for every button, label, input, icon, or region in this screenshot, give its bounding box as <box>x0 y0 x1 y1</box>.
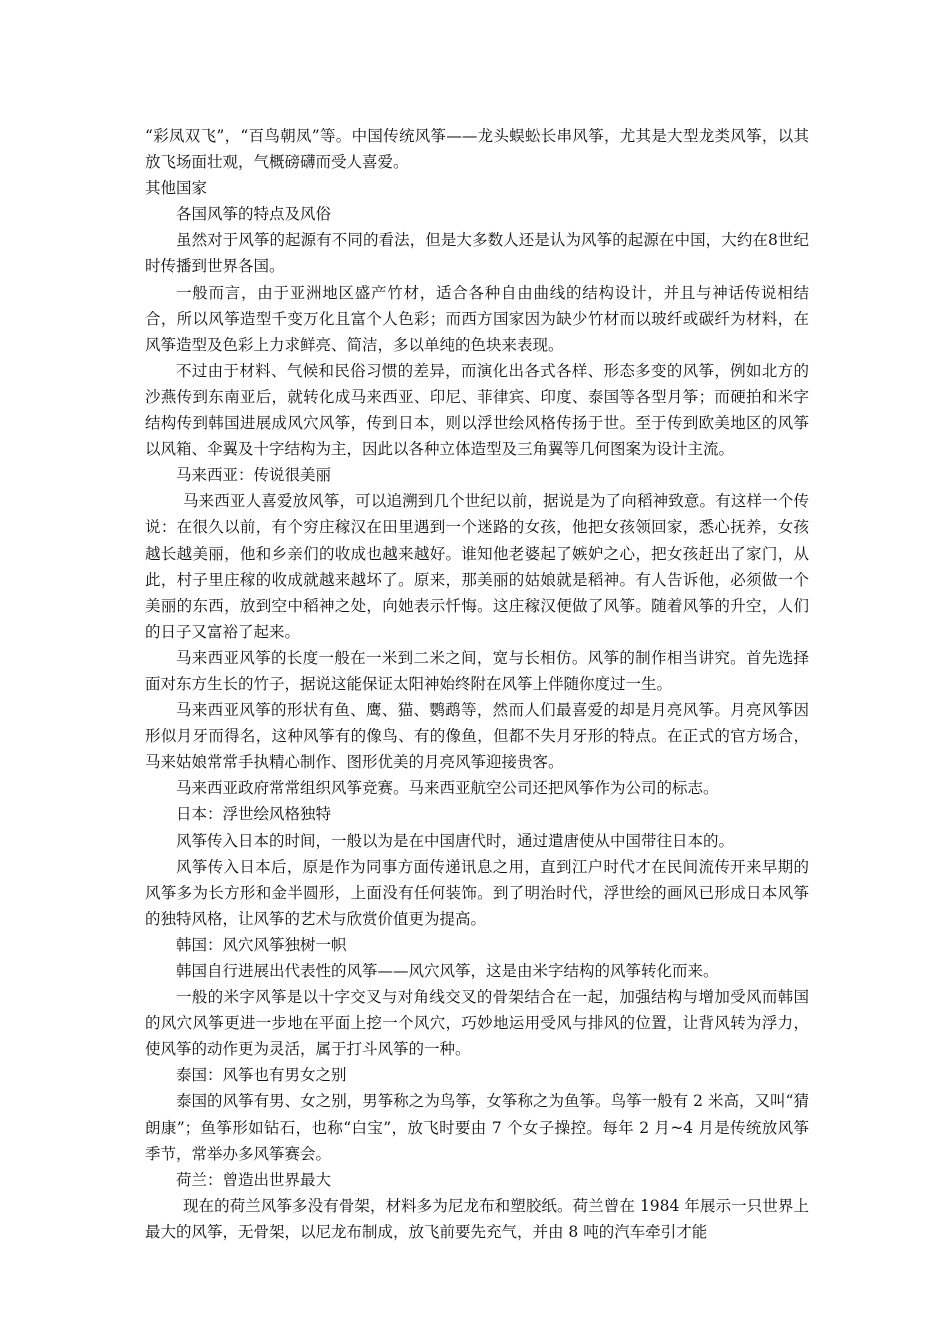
subheading-japan: 日本：浮世绘风格独特 <box>176 805 332 824</box>
subheading-netherlands: 荷兰：曾造出世界最大 <box>176 1170 332 1189</box>
subheading-thailand: 泰国：风筝也有男女之别 <box>176 1066 347 1085</box>
paragraph-malaysia-legend: 马来西亚人喜爱放风筝，可以追溯到几个世纪以前，据说是为了向稻神致意。有这样一个传说：在很久以前，有个穷庄稼汉在田里遇到一个迷路的女孩，他把女孩领回家，悉心抚养，女孩越长越美丽，他和乡亲们的收成也越来越好。谁知他老婆起了嫉妒之心，把女孩赶出了家门，从此，村子里庄稼的收成就越来越坏了。原来，那美丽的姑娘就是稻神。有人告诉他，必须做一个美丽的东西，放到空中稻神之处，向她表示忏悔。这庄稼汉便做了风筝。随着风筝的升空，人们的日子又富裕了起来。 <box>145 492 809 641</box>
paragraph-japan-arrival: 风筝传入日本的时间，一般以为是在中国唐代时，通过遣唐使从中国带往日本的。 <box>176 831 735 850</box>
paragraph-origin: 虽然对于风筝的起源有不同的看法，但是大多数人还是认为风筝的起源在中国，大约在8世纪时传播到世界各国。 <box>145 231 809 276</box>
document-page <box>145 123 809 1245</box>
paragraph-malaysia-shapes: 马来西亚风筝的形状有鱼、鹰、猫、鹦鹉等，然而人们最喜爱的却是月亮风筝。月亮风筝因形似月牙而得名，这种风筝有的像鸟、有的像鱼，但都不失月牙形的特点。在正式的官方场合，马来姑娘常常手执精心制作、图形优美的月亮风筝迎接贵客。 <box>145 701 809 772</box>
paragraph-malaysia-government: 马来西亚政府常常组织风筝竞赛。马来西亚航空公司还把风筝作为公司的标志。 <box>176 779 719 798</box>
paragraph-korea-origin: 韩国自行进展出代表性的风筝——风穴风筝，这是由米字结构的风筝转化而来。 <box>176 962 719 980</box>
subheading-malaysia: 马来西亚：传说很美丽 <box>176 466 332 485</box>
paragraph-netherlands: 现在的荷兰风筝多没有骨架，材料多为尼龙布和塑胶纸。荷兰曾在 1984 年展示一只世界上最大的风筝，无骨架，以尼龙布制成，放飞前要先充气，并由 8 吨的汽车牵引才能 <box>145 1196 809 1241</box>
paragraph-materials: 一般而言，由于亚洲地区盛产竹材，适合各种自由曲线的结构设计，并且与神话传说相结合，所以风筝造型千变万化且富个人色彩；而西方国家因为缺少竹材而以玻纤或碳纤为材料，在风筝造型及色彩上力求鲜亮、简洁，多以单纯的色块来表现。 <box>145 283 809 354</box>
subheading-korea: 韩国：风穴风筝独树一帜 <box>176 935 347 954</box>
subheading-characteristics: 各国风筝的特点及风俗 <box>176 205 332 224</box>
paragraph-evolution: 不过由于材料、气候和民俗习惯的差异，而演化出各式各样、形态多变的风筝，例如北方的沙燕传到东南亚后，就转化成马来西亚、印尼、菲律宾、印度、泰国等各型月筝；而硬拍和米字结构传到韩国进展成风穴风筝，传到日本，则以浮世绘风格传扬于世。至于传到欧美地区的风筝以风箱、伞翼及十字结构为主，因此以各种立体造型及三角翼等几何图案为设计主流。 <box>145 361 809 459</box>
paragraph-korea-structure: 一般的米字风筝是以十字交叉与对角线交叉的骨架结合在一起，加强结构与增加受风而韩国的风穴风筝更进一步地在平面上挖一个风穴，巧妙地运用受风与排风的位置，让背风转为浮力，使风筝的动作更为灵活，属于打斗风筝的一种。 <box>145 988 809 1059</box>
paragraph-japan-history: 风筝传入日本后，原是作为同事方面传递讯息之用，直到江户时代才在民间流传开来早期的风筝多为长方形和金半圆形，上面没有任何装饰。到了明治时代，浮世绘的画风已形成日本风筝的独特风格，让风筝的艺术与欣赏价值更为提高。 <box>145 857 809 928</box>
paragraph-malaysia-size: 马来西亚风筝的长度一般在一米到二米之间，宽与长相仿。风筝的制作相当讲究。首先选择面对东方生长的竹子，据说这能保证太阳神始终附在风筝上伴随你度过一生。 <box>145 648 809 693</box>
section-heading-other-countries: 其他国家 <box>145 179 208 198</box>
paragraph-thailand: 泰国的风筝有男、女之别，男筝称之为鸟筝，女筝称之为鱼筝。鸟筝一般有 2 米高，又叫“猜朗康”；鱼筝形如钻石，也称“白宝”，放飞时要由 7 个女子操控。每年 2 月~4 月是传统放风筝季节，常举办多风筝赛会。 <box>145 1092 809 1163</box>
paragraph-continuation: “彩凤双飞”，“百鸟朝凤”等。中国传统风筝——龙头蜈蚣长串风筝，尤其是大型龙类风筝，以其放飞场面壮观，气概磅礴而受人喜爱。 <box>145 127 809 172</box>
